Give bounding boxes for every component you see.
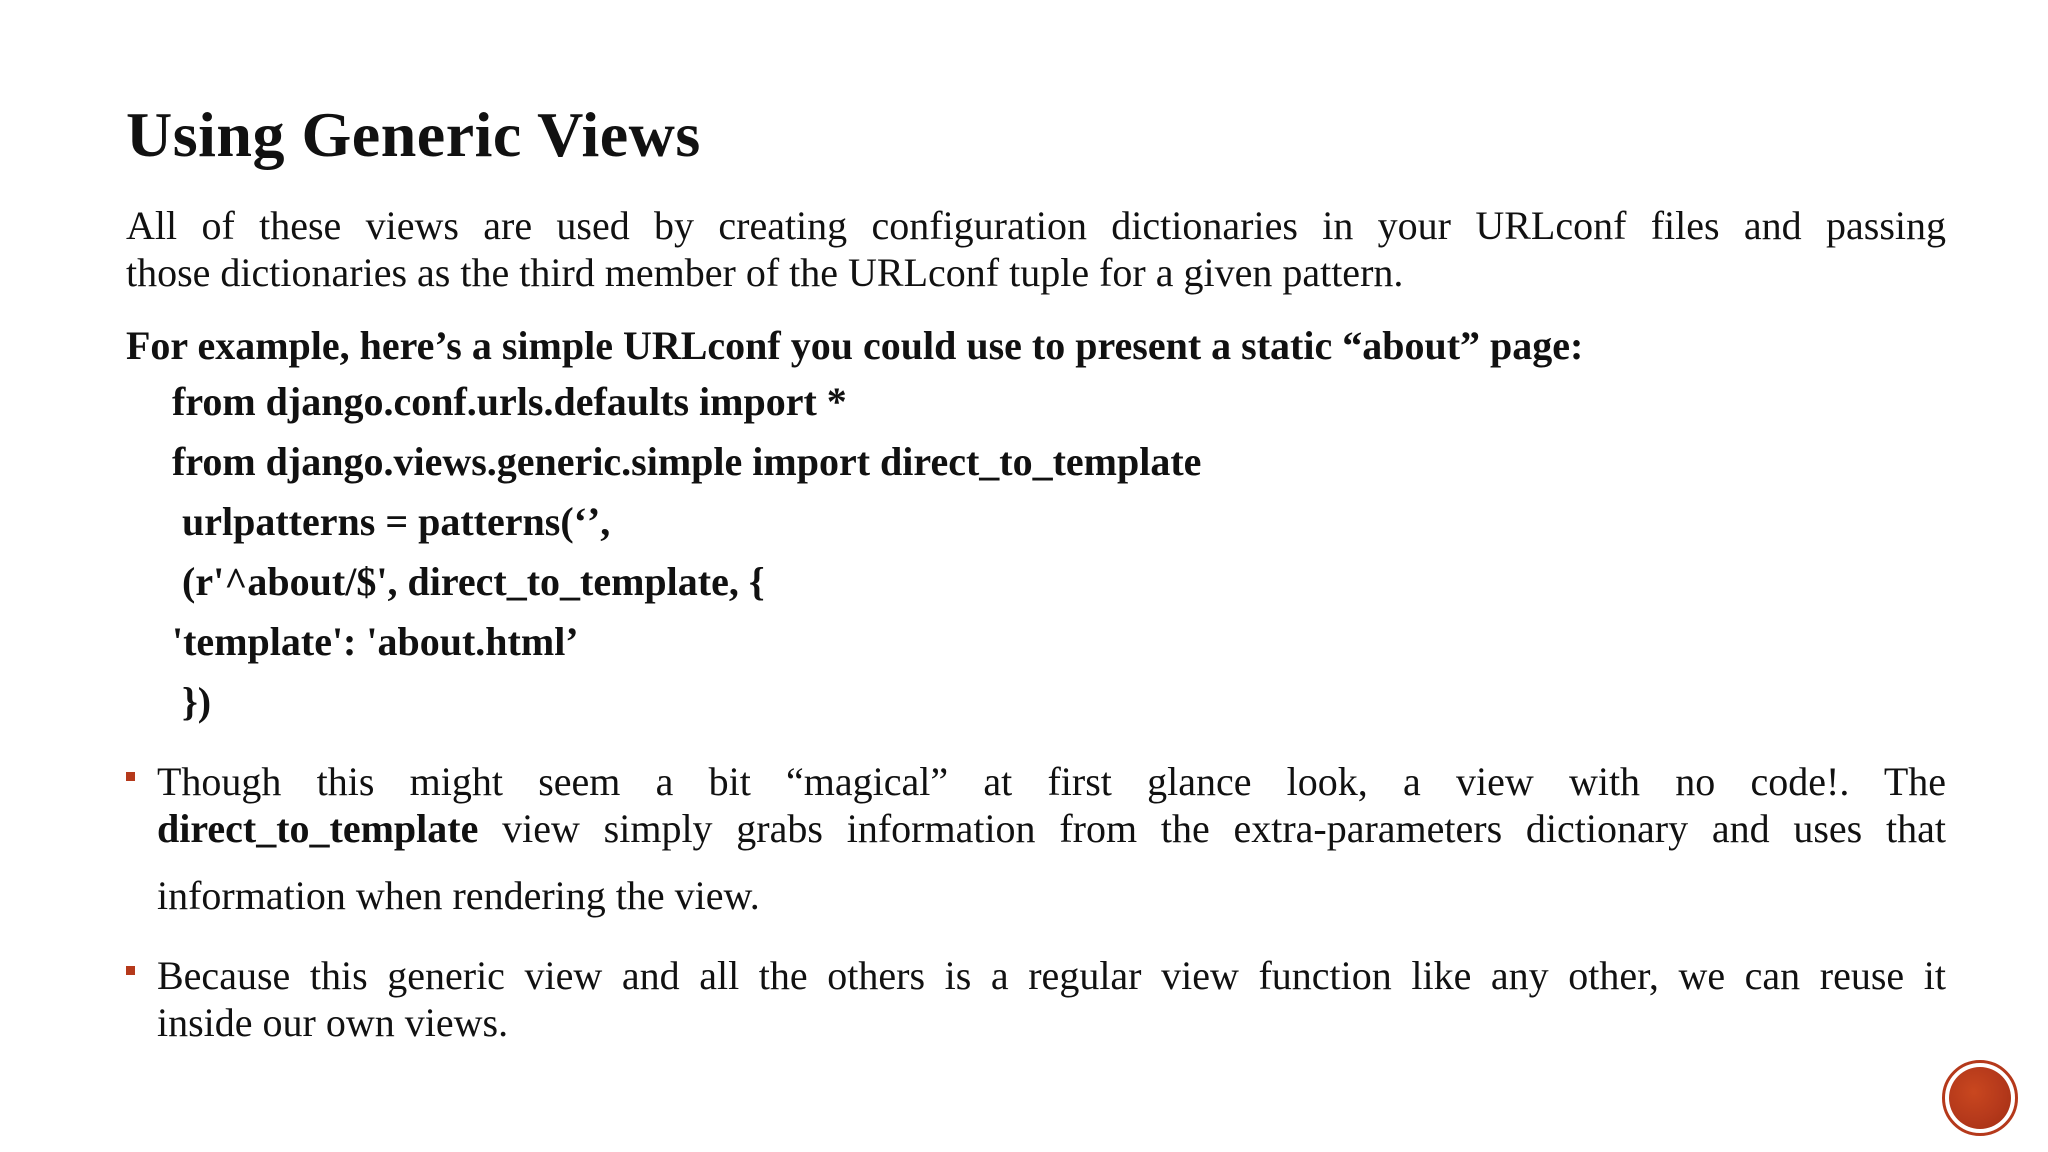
bullet-text bbox=[157, 758, 1946, 919]
code-line: 'template': 'about.html’ bbox=[172, 619, 579, 664]
bullet-square-icon bbox=[126, 772, 135, 781]
bullet-square-icon bbox=[126, 966, 135, 975]
code-line: from django.views.generic.simple import direct_to_template bbox=[172, 439, 1202, 484]
code-line: (r'^about/$', direct_to_template, { bbox=[182, 559, 765, 604]
code-line: urlpatterns = patterns(‘’, bbox=[182, 499, 611, 544]
intro-paragraph bbox=[126, 202, 1946, 296]
bullet-line-rest: view simply grabs information from the extra-parameters dictionary and uses that bbox=[478, 806, 1946, 851]
bullet-text bbox=[157, 952, 1946, 1046]
slide-title: Using Generic Views bbox=[126, 99, 701, 170]
bullet-line bbox=[157, 805, 1946, 852]
code-line: from django.conf.urls.defaults import * bbox=[172, 379, 847, 424]
code-line: }) bbox=[182, 679, 212, 724]
bullet-line: inside our own views. bbox=[157, 1000, 509, 1045]
bullet-line: Though this might seem a bit “magical” at first glance look, a view with no code!. The bbox=[157, 759, 1946, 804]
nav-button-fill bbox=[1949, 1067, 2011, 1129]
example-heading: For example, here’s a simple URLconf you could use to present a static “about” page: bbox=[126, 323, 1584, 368]
bullet-line: Because this generic view and all the others is a regular view function like any other, we can reuse it bbox=[157, 953, 1946, 998]
intro-line: those dictionaries as the third member of the URLconf tuple for a given pattern. bbox=[126, 250, 1404, 295]
bullet-line: information when rendering the view. bbox=[157, 873, 760, 918]
bold-term: direct_to_template bbox=[157, 806, 479, 851]
circle-nav-button[interactable] bbox=[1942, 1060, 2018, 1136]
intro-line: All of these views are used by creating configuration dictionaries in your URLconf files and passing bbox=[126, 203, 1946, 248]
